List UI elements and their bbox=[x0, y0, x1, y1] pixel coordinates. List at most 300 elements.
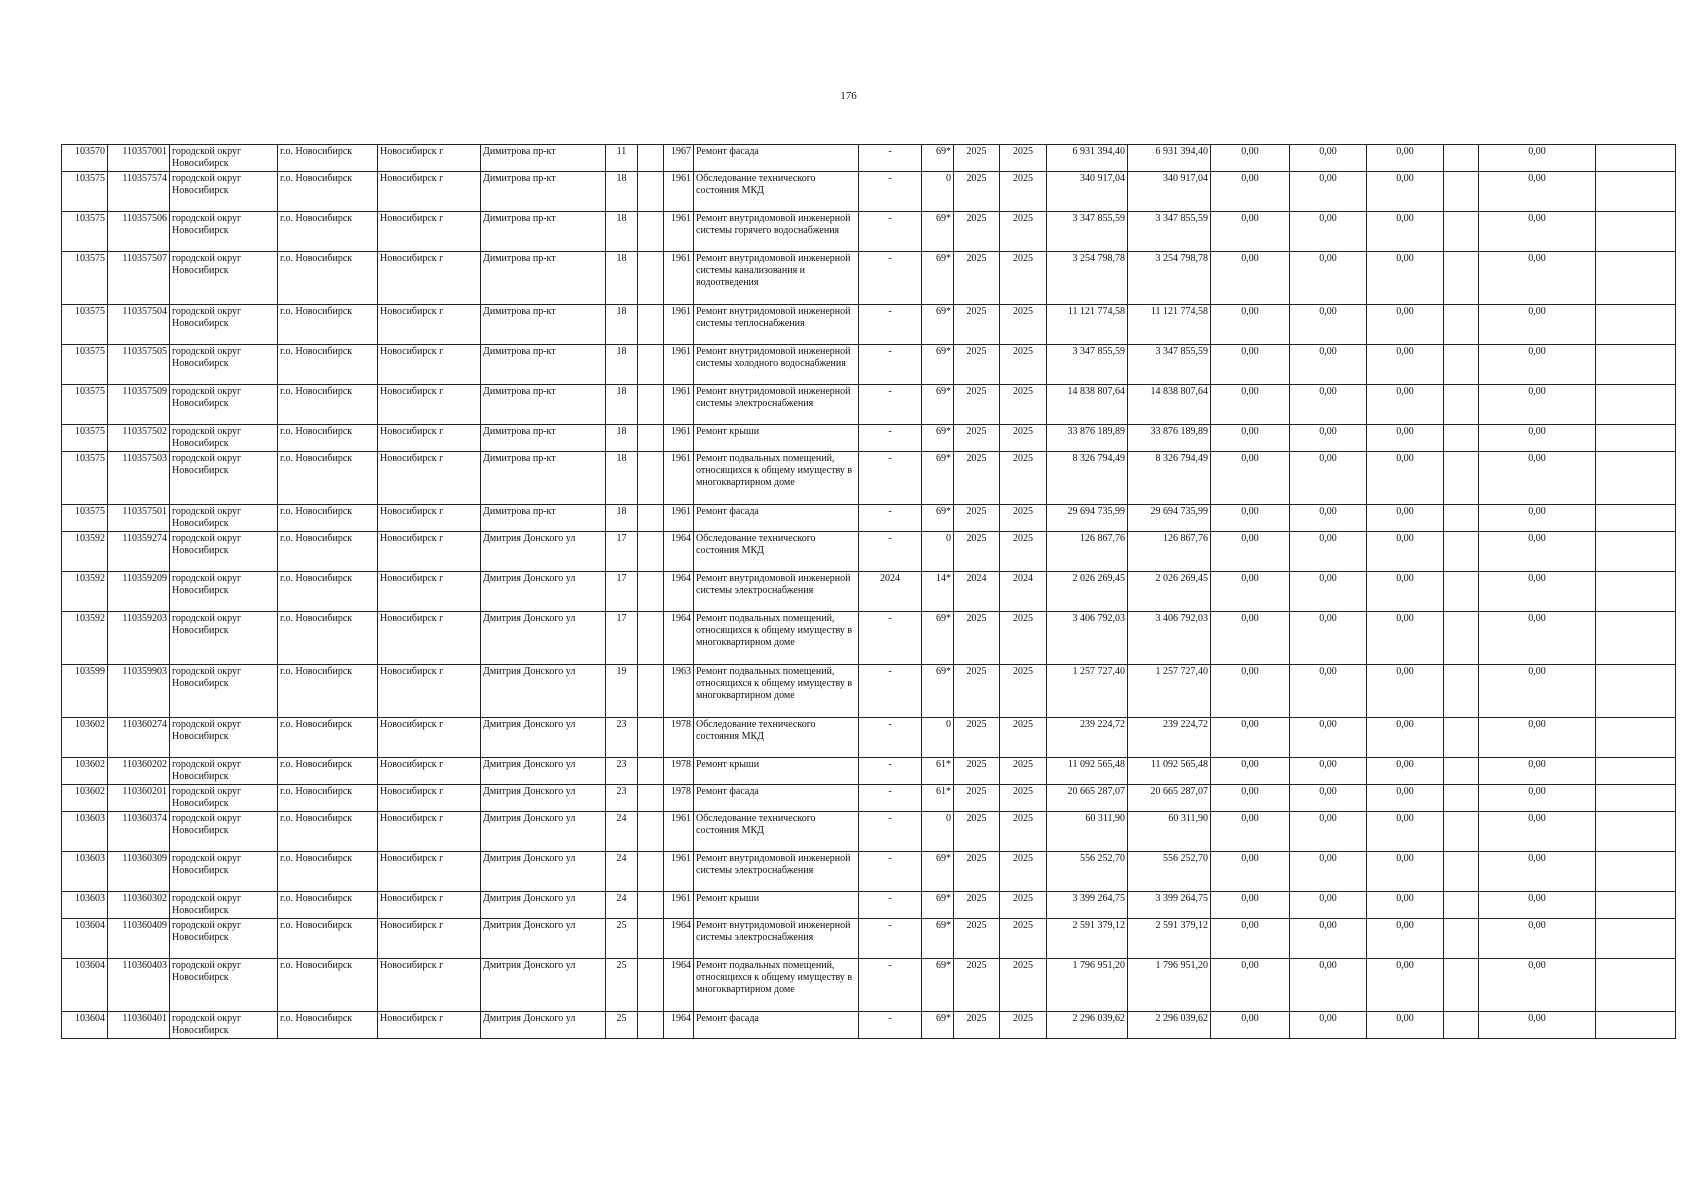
total-cost-cell: 11 121 774,58 bbox=[1047, 305, 1128, 345]
funding-1-cell: 0,00 bbox=[1211, 785, 1290, 812]
funding-3-cell: 0,00 bbox=[1367, 252, 1444, 305]
fund-cost-cell: 2 296 039,62 bbox=[1128, 1012, 1211, 1039]
build-year-cell: 1961 bbox=[664, 212, 694, 252]
city-cell: Новосибирск г bbox=[378, 612, 481, 665]
fund-cost-cell: 556 252,70 bbox=[1128, 852, 1211, 892]
street-cell: Димитрова пр-кт bbox=[481, 252, 606, 305]
house-number-cell: 18 bbox=[606, 425, 638, 452]
funding-2-cell: 0,00 bbox=[1290, 572, 1367, 612]
total-cost-cell: 2 026 269,45 bbox=[1047, 572, 1128, 612]
plan-end-year-cell: 2025 bbox=[1000, 919, 1047, 959]
municipality-cell: городской округ Новосибирск bbox=[170, 612, 278, 665]
house-number-cell: 11 bbox=[606, 145, 638, 172]
municipality-cell: городской округ Новосибирск bbox=[170, 385, 278, 425]
house-id-cell: 103575 bbox=[62, 505, 108, 532]
plan-start-year-cell: 2025 bbox=[954, 532, 1000, 572]
work-type-cell: Ремонт внутридомовой инженерной системы холодного водоснабжения bbox=[694, 345, 859, 385]
municipality-cell: городской округ Новосибирск bbox=[170, 785, 278, 812]
funding-4-cell bbox=[1444, 758, 1479, 785]
house-number-cell: 24 bbox=[606, 852, 638, 892]
city-cell: Новосибирск г bbox=[378, 758, 481, 785]
work-type-cell: Обследование технического состояния МКД bbox=[694, 812, 859, 852]
house-number-cell: 18 bbox=[606, 345, 638, 385]
build-year-cell: 1978 bbox=[664, 758, 694, 785]
total-cost-cell: 2 296 039,62 bbox=[1047, 1012, 1128, 1039]
plan-end-year-cell: 2025 bbox=[1000, 665, 1047, 718]
work-type-cell: Ремонт подвальных помещений, относящихся к общему имуществу в многоквартирном доме bbox=[694, 665, 859, 718]
work-type-cell: Обследование технического состояния МКД bbox=[694, 532, 859, 572]
city-cell: Новосибирск г bbox=[378, 172, 481, 212]
street-cell: Дмитрия Донского ул bbox=[481, 665, 606, 718]
funding-5-cell: 0,00 bbox=[1479, 532, 1596, 572]
funding-4-cell bbox=[1444, 812, 1479, 852]
table-row bbox=[62, 919, 1676, 959]
funding-2-cell: 0,00 bbox=[1290, 718, 1367, 758]
work-type-cell: Ремонт крыши bbox=[694, 892, 859, 919]
wear-cell: 69* bbox=[922, 385, 954, 425]
district-cell: г.о. Новосибирск bbox=[278, 425, 378, 452]
house-id-cell: 103602 bbox=[62, 758, 108, 785]
plan-start-year-cell: 2025 bbox=[954, 892, 1000, 919]
house-id-cell: 103575 bbox=[62, 172, 108, 212]
work-code-cell: 110360309 bbox=[108, 852, 170, 892]
city-cell: Новосибирск г bbox=[378, 145, 481, 172]
funding-6-cell bbox=[1596, 505, 1676, 532]
funding-2-cell: 0,00 bbox=[1290, 959, 1367, 1012]
plan-start-year-cell: 2025 bbox=[954, 145, 1000, 172]
fund-cost-cell: 3 406 792,03 bbox=[1128, 612, 1211, 665]
funding-4-cell bbox=[1444, 425, 1479, 452]
previous-repair-year-cell: - bbox=[859, 345, 922, 385]
funding-2-cell: 0,00 bbox=[1290, 452, 1367, 505]
wear-cell: 0 bbox=[922, 718, 954, 758]
funding-4-cell bbox=[1444, 305, 1479, 345]
district-cell: г.о. Новосибирск bbox=[278, 385, 378, 425]
district-cell: г.о. Новосибирск bbox=[278, 612, 378, 665]
district-cell: г.о. Новосибирск bbox=[278, 665, 378, 718]
funding-2-cell: 0,00 bbox=[1290, 425, 1367, 452]
street-cell: Дмитрия Донского ул bbox=[481, 532, 606, 572]
funding-3-cell: 0,00 bbox=[1367, 345, 1444, 385]
work-type-cell: Ремонт внутридомовой инженерной системы горячего водоснабжения bbox=[694, 212, 859, 252]
house-id-cell: 103575 bbox=[62, 385, 108, 425]
building-cell bbox=[638, 812, 664, 852]
previous-repair-year-cell: - bbox=[859, 172, 922, 212]
build-year-cell: 1961 bbox=[664, 425, 694, 452]
previous-repair-year-cell: - bbox=[859, 252, 922, 305]
funding-1-cell: 0,00 bbox=[1211, 145, 1290, 172]
funding-5-cell: 0,00 bbox=[1479, 452, 1596, 505]
funding-5-cell: 0,00 bbox=[1479, 785, 1596, 812]
wear-cell: 69* bbox=[922, 252, 954, 305]
building-cell bbox=[638, 385, 664, 425]
wear-cell: 69* bbox=[922, 959, 954, 1012]
capital-repair-table bbox=[61, 144, 1676, 1039]
house-id-cell: 103602 bbox=[62, 718, 108, 758]
work-code-cell: 110360409 bbox=[108, 919, 170, 959]
total-cost-cell: 126 867,76 bbox=[1047, 532, 1128, 572]
funding-6-cell bbox=[1596, 812, 1676, 852]
building-cell bbox=[638, 252, 664, 305]
funding-4-cell bbox=[1444, 572, 1479, 612]
funding-5-cell: 0,00 bbox=[1479, 305, 1596, 345]
total-cost-cell: 20 665 287,07 bbox=[1047, 785, 1128, 812]
work-code-cell: 110359274 bbox=[108, 532, 170, 572]
plan-start-year-cell: 2025 bbox=[954, 785, 1000, 812]
street-cell: Димитрова пр-кт bbox=[481, 505, 606, 532]
house-id-cell: 103592 bbox=[62, 572, 108, 612]
work-type-cell: Ремонт внутридомовой инженерной системы электроснабжения bbox=[694, 572, 859, 612]
house-id-cell: 103602 bbox=[62, 785, 108, 812]
build-year-cell: 1967 bbox=[664, 145, 694, 172]
table-row bbox=[62, 718, 1676, 758]
funding-3-cell: 0,00 bbox=[1367, 812, 1444, 852]
previous-repair-year-cell: - bbox=[859, 758, 922, 785]
funding-4-cell bbox=[1444, 345, 1479, 385]
build-year-cell: 1961 bbox=[664, 505, 694, 532]
fund-cost-cell: 3 254 798,78 bbox=[1128, 252, 1211, 305]
house-number-cell: 18 bbox=[606, 305, 638, 345]
plan-start-year-cell: 2025 bbox=[954, 852, 1000, 892]
plan-end-year-cell: 2025 bbox=[1000, 145, 1047, 172]
work-code-cell: 110360374 bbox=[108, 812, 170, 852]
building-cell bbox=[638, 172, 664, 212]
plan-start-year-cell: 2025 bbox=[954, 812, 1000, 852]
municipality-cell: городской округ Новосибирск bbox=[170, 892, 278, 919]
funding-1-cell: 0,00 bbox=[1211, 612, 1290, 665]
total-cost-cell: 33 876 189,89 bbox=[1047, 425, 1128, 452]
table-row bbox=[62, 385, 1676, 425]
table-row bbox=[62, 572, 1676, 612]
city-cell: Новосибирск г bbox=[378, 532, 481, 572]
total-cost-cell: 60 311,90 bbox=[1047, 812, 1128, 852]
table-row bbox=[62, 252, 1676, 305]
funding-1-cell: 0,00 bbox=[1211, 959, 1290, 1012]
funding-1-cell: 0,00 bbox=[1211, 212, 1290, 252]
plan-end-year-cell: 2025 bbox=[1000, 852, 1047, 892]
municipality-cell: городской округ Новосибирск bbox=[170, 812, 278, 852]
funding-1-cell: 0,00 bbox=[1211, 919, 1290, 959]
funding-3-cell: 0,00 bbox=[1367, 572, 1444, 612]
house-number-cell: 23 bbox=[606, 785, 638, 812]
house-number-cell: 23 bbox=[606, 758, 638, 785]
municipality-cell: городской округ Новосибирск bbox=[170, 572, 278, 612]
table-row bbox=[62, 959, 1676, 1012]
funding-2-cell: 0,00 bbox=[1290, 532, 1367, 572]
fund-cost-cell: 3 347 855,59 bbox=[1128, 345, 1211, 385]
funding-4-cell bbox=[1444, 505, 1479, 532]
previous-repair-year-cell: - bbox=[859, 1012, 922, 1039]
total-cost-cell: 1 257 727,40 bbox=[1047, 665, 1128, 718]
funding-3-cell: 0,00 bbox=[1367, 212, 1444, 252]
plan-end-year-cell: 2025 bbox=[1000, 425, 1047, 452]
plan-end-year-cell: 2025 bbox=[1000, 532, 1047, 572]
total-cost-cell: 1 796 951,20 bbox=[1047, 959, 1128, 1012]
funding-3-cell: 0,00 bbox=[1367, 385, 1444, 425]
funding-2-cell: 0,00 bbox=[1290, 505, 1367, 532]
previous-repair-year-cell: - bbox=[859, 505, 922, 532]
work-code-cell: 110359203 bbox=[108, 612, 170, 665]
plan-start-year-cell: 2025 bbox=[954, 1012, 1000, 1039]
previous-repair-year-cell: - bbox=[859, 305, 922, 345]
building-cell bbox=[638, 612, 664, 665]
funding-3-cell: 0,00 bbox=[1367, 892, 1444, 919]
previous-repair-year-cell: - bbox=[859, 959, 922, 1012]
funding-5-cell: 0,00 bbox=[1479, 505, 1596, 532]
funding-4-cell bbox=[1444, 145, 1479, 172]
building-cell bbox=[638, 212, 664, 252]
build-year-cell: 1963 bbox=[664, 665, 694, 718]
district-cell: г.о. Новосибирск bbox=[278, 305, 378, 345]
table-row bbox=[62, 425, 1676, 452]
funding-6-cell bbox=[1596, 785, 1676, 812]
municipality-cell: городской округ Новосибирск bbox=[170, 665, 278, 718]
funding-5-cell: 0,00 bbox=[1479, 145, 1596, 172]
street-cell: Димитрова пр-кт bbox=[481, 385, 606, 425]
district-cell: г.о. Новосибирск bbox=[278, 252, 378, 305]
funding-6-cell bbox=[1596, 345, 1676, 385]
funding-1-cell: 0,00 bbox=[1211, 425, 1290, 452]
previous-repair-year-cell: - bbox=[859, 385, 922, 425]
municipality-cell: городской округ Новосибирск bbox=[170, 718, 278, 758]
table-row bbox=[62, 345, 1676, 385]
wear-cell: 61* bbox=[922, 785, 954, 812]
fund-cost-cell: 11 092 565,48 bbox=[1128, 758, 1211, 785]
work-code-cell: 110357509 bbox=[108, 385, 170, 425]
work-type-cell: Ремонт внутридомовой инженерной системы электроснабжения bbox=[694, 852, 859, 892]
municipality-cell: городской округ Новосибирск bbox=[170, 145, 278, 172]
table-row bbox=[62, 532, 1676, 572]
funding-1-cell: 0,00 bbox=[1211, 532, 1290, 572]
work-code-cell: 110360403 bbox=[108, 959, 170, 1012]
total-cost-cell: 3 347 855,59 bbox=[1047, 212, 1128, 252]
house-number-cell: 24 bbox=[606, 892, 638, 919]
building-cell bbox=[638, 665, 664, 718]
wear-cell: 69* bbox=[922, 425, 954, 452]
house-id-cell: 103592 bbox=[62, 532, 108, 572]
funding-5-cell: 0,00 bbox=[1479, 425, 1596, 452]
street-cell: Дмитрия Донского ул bbox=[481, 572, 606, 612]
funding-3-cell: 0,00 bbox=[1367, 452, 1444, 505]
house-number-cell: 18 bbox=[606, 385, 638, 425]
building-cell bbox=[638, 919, 664, 959]
plan-start-year-cell: 2025 bbox=[954, 665, 1000, 718]
plan-end-year-cell: 2025 bbox=[1000, 385, 1047, 425]
funding-6-cell bbox=[1596, 572, 1676, 612]
funding-1-cell: 0,00 bbox=[1211, 758, 1290, 785]
district-cell: г.о. Новосибирск bbox=[278, 145, 378, 172]
funding-4-cell bbox=[1444, 532, 1479, 572]
funding-2-cell: 0,00 bbox=[1290, 919, 1367, 959]
funding-4-cell bbox=[1444, 452, 1479, 505]
funding-2-cell: 0,00 bbox=[1290, 812, 1367, 852]
municipality-cell: городской округ Новосибирск bbox=[170, 345, 278, 385]
plan-end-year-cell: 2024 bbox=[1000, 572, 1047, 612]
table-row bbox=[62, 758, 1676, 785]
plan-end-year-cell: 2025 bbox=[1000, 252, 1047, 305]
street-cell: Димитрова пр-кт bbox=[481, 345, 606, 385]
house-id-cell: 103592 bbox=[62, 612, 108, 665]
table-row bbox=[62, 212, 1676, 252]
funding-5-cell: 0,00 bbox=[1479, 252, 1596, 305]
district-cell: г.о. Новосибирск bbox=[278, 852, 378, 892]
fund-cost-cell: 3 399 264,75 bbox=[1128, 892, 1211, 919]
funding-1-cell: 0,00 bbox=[1211, 665, 1290, 718]
building-cell bbox=[638, 532, 664, 572]
wear-cell: 61* bbox=[922, 758, 954, 785]
wear-cell: 69* bbox=[922, 919, 954, 959]
build-year-cell: 1961 bbox=[664, 812, 694, 852]
city-cell: Новосибирск г bbox=[378, 385, 481, 425]
work-code-cell: 110357501 bbox=[108, 505, 170, 532]
city-cell: Новосибирск г bbox=[378, 252, 481, 305]
table-body bbox=[62, 145, 1676, 1039]
plan-end-year-cell: 2025 bbox=[1000, 345, 1047, 385]
funding-4-cell bbox=[1444, 212, 1479, 252]
plan-start-year-cell: 2025 bbox=[954, 345, 1000, 385]
funding-3-cell: 0,00 bbox=[1367, 612, 1444, 665]
plan-end-year-cell: 2025 bbox=[1000, 172, 1047, 212]
funding-1-cell: 0,00 bbox=[1211, 345, 1290, 385]
total-cost-cell: 29 694 735,99 bbox=[1047, 505, 1128, 532]
city-cell: Новосибирск г bbox=[378, 505, 481, 532]
house-id-cell: 103599 bbox=[62, 665, 108, 718]
district-cell: г.о. Новосибирск bbox=[278, 532, 378, 572]
funding-1-cell: 0,00 bbox=[1211, 892, 1290, 919]
table-row bbox=[62, 172, 1676, 212]
house-number-cell: 18 bbox=[606, 212, 638, 252]
fund-cost-cell: 33 876 189,89 bbox=[1128, 425, 1211, 452]
house-number-cell: 18 bbox=[606, 505, 638, 532]
funding-1-cell: 0,00 bbox=[1211, 812, 1290, 852]
plan-start-year-cell: 2024 bbox=[954, 572, 1000, 612]
funding-2-cell: 0,00 bbox=[1290, 305, 1367, 345]
house-number-cell: 17 bbox=[606, 572, 638, 612]
funding-4-cell bbox=[1444, 892, 1479, 919]
funding-3-cell: 0,00 bbox=[1367, 665, 1444, 718]
build-year-cell: 1964 bbox=[664, 1012, 694, 1039]
work-code-cell: 110360401 bbox=[108, 1012, 170, 1039]
city-cell: Новосибирск г bbox=[378, 665, 481, 718]
funding-3-cell: 0,00 bbox=[1367, 532, 1444, 572]
city-cell: Новосибирск г bbox=[378, 959, 481, 1012]
build-year-cell: 1961 bbox=[664, 385, 694, 425]
wear-cell: 69* bbox=[922, 452, 954, 505]
plan-start-year-cell: 2025 bbox=[954, 505, 1000, 532]
funding-3-cell: 0,00 bbox=[1367, 1012, 1444, 1039]
plan-end-year-cell: 2025 bbox=[1000, 718, 1047, 758]
funding-5-cell: 0,00 bbox=[1479, 345, 1596, 385]
funding-5-cell: 0,00 bbox=[1479, 572, 1596, 612]
building-cell bbox=[638, 452, 664, 505]
building-cell bbox=[638, 345, 664, 385]
house-number-cell: 18 bbox=[606, 252, 638, 305]
previous-repair-year-cell: - bbox=[859, 812, 922, 852]
work-code-cell: 110357001 bbox=[108, 145, 170, 172]
previous-repair-year-cell: - bbox=[859, 665, 922, 718]
funding-1-cell: 0,00 bbox=[1211, 305, 1290, 345]
plan-end-year-cell: 2025 bbox=[1000, 758, 1047, 785]
street-cell: Димитрова пр-кт bbox=[481, 452, 606, 505]
fund-cost-cell: 126 867,76 bbox=[1128, 532, 1211, 572]
district-cell: г.о. Новосибирск bbox=[278, 452, 378, 505]
total-cost-cell: 3 399 264,75 bbox=[1047, 892, 1128, 919]
plan-end-year-cell: 2025 bbox=[1000, 785, 1047, 812]
wear-cell: 69* bbox=[922, 612, 954, 665]
work-type-cell: Ремонт крыши bbox=[694, 425, 859, 452]
street-cell: Димитрова пр-кт bbox=[481, 172, 606, 212]
funding-6-cell bbox=[1596, 172, 1676, 212]
funding-4-cell bbox=[1444, 919, 1479, 959]
wear-cell: 69* bbox=[922, 892, 954, 919]
work-type-cell: Ремонт фасада bbox=[694, 505, 859, 532]
build-year-cell: 1961 bbox=[664, 172, 694, 212]
funding-5-cell: 0,00 bbox=[1479, 1012, 1596, 1039]
street-cell: Дмитрия Донского ул bbox=[481, 919, 606, 959]
work-type-cell: Ремонт подвальных помещений, относящихся к общему имуществу в многоквартирном доме bbox=[694, 452, 859, 505]
house-number-cell: 25 bbox=[606, 919, 638, 959]
district-cell: г.о. Новосибирск bbox=[278, 892, 378, 919]
funding-5-cell: 0,00 bbox=[1479, 718, 1596, 758]
funding-2-cell: 0,00 bbox=[1290, 145, 1367, 172]
funding-5-cell: 0,00 bbox=[1479, 892, 1596, 919]
total-cost-cell: 8 326 794,49 bbox=[1047, 452, 1128, 505]
house-id-cell: 103575 bbox=[62, 252, 108, 305]
funding-4-cell bbox=[1444, 1012, 1479, 1039]
fund-cost-cell: 239 224,72 bbox=[1128, 718, 1211, 758]
work-code-cell: 110359903 bbox=[108, 665, 170, 718]
funding-1-cell: 0,00 bbox=[1211, 572, 1290, 612]
funding-3-cell: 0,00 bbox=[1367, 785, 1444, 812]
fund-cost-cell: 29 694 735,99 bbox=[1128, 505, 1211, 532]
city-cell: Новосибирск г bbox=[378, 812, 481, 852]
funding-3-cell: 0,00 bbox=[1367, 718, 1444, 758]
house-id-cell: 103570 bbox=[62, 145, 108, 172]
funding-4-cell bbox=[1444, 959, 1479, 1012]
build-year-cell: 1961 bbox=[664, 345, 694, 385]
funding-6-cell bbox=[1596, 919, 1676, 959]
plan-end-year-cell: 2025 bbox=[1000, 892, 1047, 919]
district-cell: г.о. Новосибирск bbox=[278, 758, 378, 785]
funding-3-cell: 0,00 bbox=[1367, 172, 1444, 212]
street-cell: Димитрова пр-кт bbox=[481, 305, 606, 345]
building-cell bbox=[638, 785, 664, 812]
funding-3-cell: 0,00 bbox=[1367, 305, 1444, 345]
table-row bbox=[62, 665, 1676, 718]
funding-3-cell: 0,00 bbox=[1367, 425, 1444, 452]
funding-2-cell: 0,00 bbox=[1290, 892, 1367, 919]
work-code-cell: 110360302 bbox=[108, 892, 170, 919]
building-cell bbox=[638, 425, 664, 452]
build-year-cell: 1964 bbox=[664, 959, 694, 1012]
table-row bbox=[62, 612, 1676, 665]
previous-repair-year-cell: - bbox=[859, 919, 922, 959]
work-code-cell: 110357503 bbox=[108, 452, 170, 505]
house-number-cell: 24 bbox=[606, 812, 638, 852]
house-number-cell: 17 bbox=[606, 612, 638, 665]
street-cell: Дмитрия Донского ул bbox=[481, 812, 606, 852]
page-number: 176 bbox=[840, 90, 857, 102]
work-type-cell: Ремонт внутридомовой инженерной системы электроснабжения bbox=[694, 919, 859, 959]
district-cell: г.о. Новосибирск bbox=[278, 1012, 378, 1039]
plan-end-year-cell: 2025 bbox=[1000, 305, 1047, 345]
funding-6-cell bbox=[1596, 452, 1676, 505]
work-code-cell: 110357507 bbox=[108, 252, 170, 305]
wear-cell: 14* bbox=[922, 572, 954, 612]
plan-end-year-cell: 2025 bbox=[1000, 1012, 1047, 1039]
street-cell: Димитрова пр-кт bbox=[481, 145, 606, 172]
table-row bbox=[62, 452, 1676, 505]
